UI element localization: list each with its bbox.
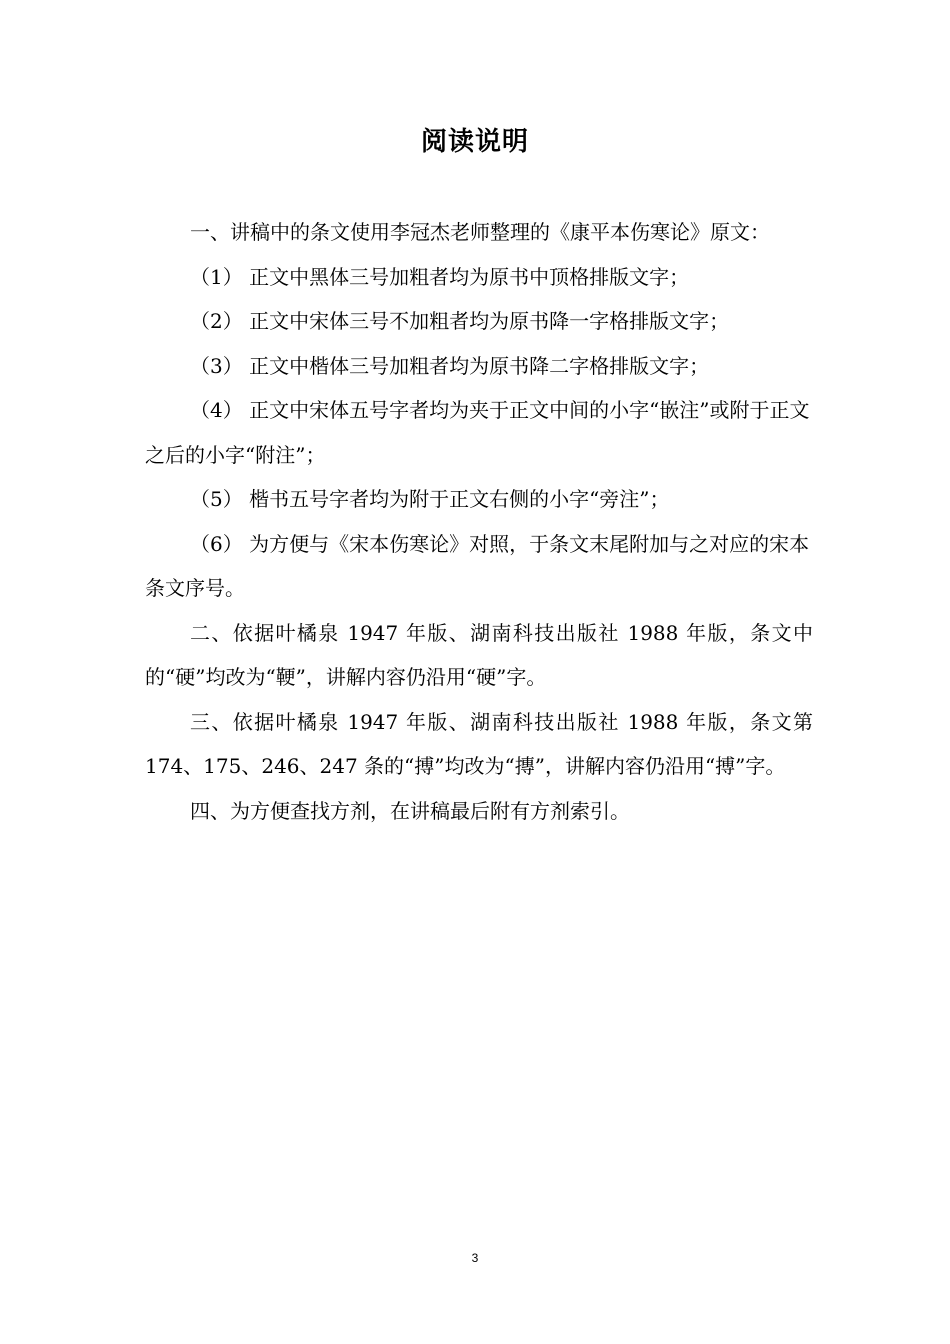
list-item-6: （6） 为方便与《宋本伤寒论》对照，于条文末尾附加与之对应的宋本条文序号。 — [145, 531, 810, 600]
document-body — [145, 210, 813, 833]
paragraph-1: 一、讲稿中的条文使用李冠杰老师整理的《康平本伤寒论》原文： — [190, 220, 770, 244]
paragraph-3: 三、依据叶橘泉 1947 年版、湖南科技出版社 1988 年版，条文第174、175、246、247 条的“搏”均改为“摶”，讲解内容仍沿用“搏”字。 — [145, 709, 813, 778]
list-item-5: （5） 楷书五号字者均为附于正文右侧的小字“旁注”； — [190, 487, 670, 511]
list-item-1: （1） 正文中黑体三号加粗者均为原书中顶格排版文字； — [190, 264, 690, 289]
list-item-2: （2） 正文中宋体三号不加粗者均为原书降一字格排版文字； — [190, 309, 730, 333]
list-item-4: （4） 正文中宋体五号字者均为夹于正文中间的小字“嵌注”或附于正文之后的小字“附注”； — [145, 398, 810, 467]
paragraph-4: 四、为方便查找方剂，在讲稿最后附有方剂索引。 — [190, 798, 630, 823]
list-item-3: （3） 正文中楷体三号加粗者均为原书降二字格排版文字； — [190, 353, 710, 378]
page-title: 阅读说明 — [420, 127, 529, 157]
page-number: 3 — [471, 1251, 479, 1265]
paragraph-2: 二、依据叶橘泉 1947 年版、湖南科技出版社 1988 年版，条文中的“硬”均改为“鞕”，讲解内容仍沿用“硬”字。 — [145, 620, 813, 689]
